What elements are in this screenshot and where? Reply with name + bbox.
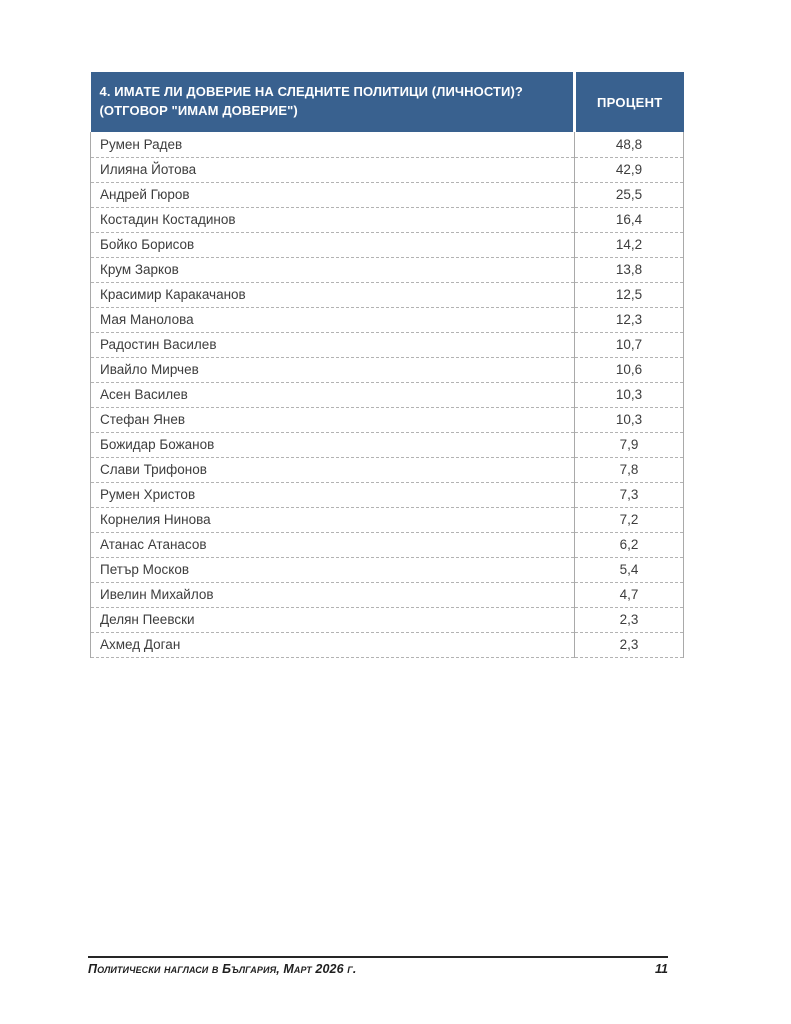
table-row: [91, 407, 684, 432]
percent-value: 48,8: [575, 132, 684, 157]
trust-table-container: [90, 72, 683, 658]
percent-value: 7,9: [575, 432, 684, 457]
percent-value: 10,3: [575, 407, 684, 432]
table-row: [91, 582, 684, 607]
percent-value: 16,4: [575, 207, 684, 232]
percent-value: 12,5: [575, 282, 684, 307]
politician-name: Делян Пеевски: [91, 607, 575, 632]
politician-name: Ивелин Михайлов: [91, 582, 575, 607]
politician-name: Петър Москов: [91, 557, 575, 582]
table-row: [91, 382, 684, 407]
percent-value: 25,5: [575, 182, 684, 207]
table-row: [91, 207, 684, 232]
percent-value: 6,2: [575, 532, 684, 557]
table-row: [91, 307, 684, 332]
question-header-cell: [91, 72, 575, 132]
question-line2: (ОТГОВОР "ИМАМ ДОВЕРИЕ"): [99, 103, 298, 118]
percent-value: 7,2: [575, 507, 684, 532]
politician-name: Мая Манолова: [91, 307, 575, 332]
table-row: [91, 457, 684, 482]
politician-name: Слави Трифонов: [91, 457, 575, 482]
footer-title: Политически нагласи в България, Март 2026 г.: [88, 962, 357, 976]
percent-value: 2,3: [575, 607, 684, 632]
politician-name: Илияна Йотова: [91, 157, 575, 182]
politician-name: Андрей Гюров: [91, 182, 575, 207]
table-row: [91, 632, 684, 657]
politician-name: Ахмед Доган: [91, 632, 575, 657]
table-row: [91, 232, 684, 257]
table-body: [91, 132, 684, 657]
politician-name: Радостин Василев: [91, 332, 575, 357]
table-row: [91, 432, 684, 457]
politician-name: Красимир Каракачанов: [91, 282, 575, 307]
table-row: [91, 507, 684, 532]
table-row: [91, 182, 684, 207]
percent-value: 5,4: [575, 557, 684, 582]
table-row: [91, 257, 684, 282]
trust-table: [90, 72, 684, 658]
politician-name: Румен Радев: [91, 132, 575, 157]
politician-name: Стефан Янев: [91, 407, 575, 432]
percent-value: 10,7: [575, 332, 684, 357]
politician-name: Божидар Божанов: [91, 432, 575, 457]
percent-value: 10,3: [575, 382, 684, 407]
politician-name: Асен Василев: [91, 382, 575, 407]
percent-value: 13,8: [575, 257, 684, 282]
table-row: [91, 357, 684, 382]
page-number: 11: [655, 962, 668, 976]
percent-value: 42,9: [575, 157, 684, 182]
table-row: [91, 557, 684, 582]
percent-header-cell: ПРОЦЕНТ: [575, 72, 684, 132]
table-row: [91, 157, 684, 182]
percent-value: 12,3: [575, 307, 684, 332]
page-footer: [88, 956, 668, 976]
table-row: [91, 132, 684, 157]
table-row: [91, 482, 684, 507]
politician-name: Бойко Борисов: [91, 232, 575, 257]
politician-name: Крум Зарков: [91, 257, 575, 282]
percent-value: 7,8: [575, 457, 684, 482]
politician-name: Ивайло Мирчев: [91, 357, 575, 382]
politician-name: Атанас Атанасов: [91, 532, 575, 557]
table-row: [91, 532, 684, 557]
table-row: [91, 332, 684, 357]
percent-value: 2,3: [575, 632, 684, 657]
politician-name: Корнелия Нинова: [91, 507, 575, 532]
table-row: [91, 282, 684, 307]
percent-value: 4,7: [575, 582, 684, 607]
table-header-row: [91, 72, 684, 132]
percent-value: 10,6: [575, 357, 684, 382]
percent-value: 7,3: [575, 482, 684, 507]
politician-name: Костадин Костадинов: [91, 207, 575, 232]
politician-name: Румен Христов: [91, 482, 575, 507]
question-line1: 4. ИМАТЕ ЛИ ДОВЕРИЕ НА СЛЕДНИТЕ ПОЛИТИЦИ (ЛИЧНОСТИ)?: [99, 84, 523, 100]
table-row: [91, 607, 684, 632]
percent-value: 14,2: [575, 232, 684, 257]
